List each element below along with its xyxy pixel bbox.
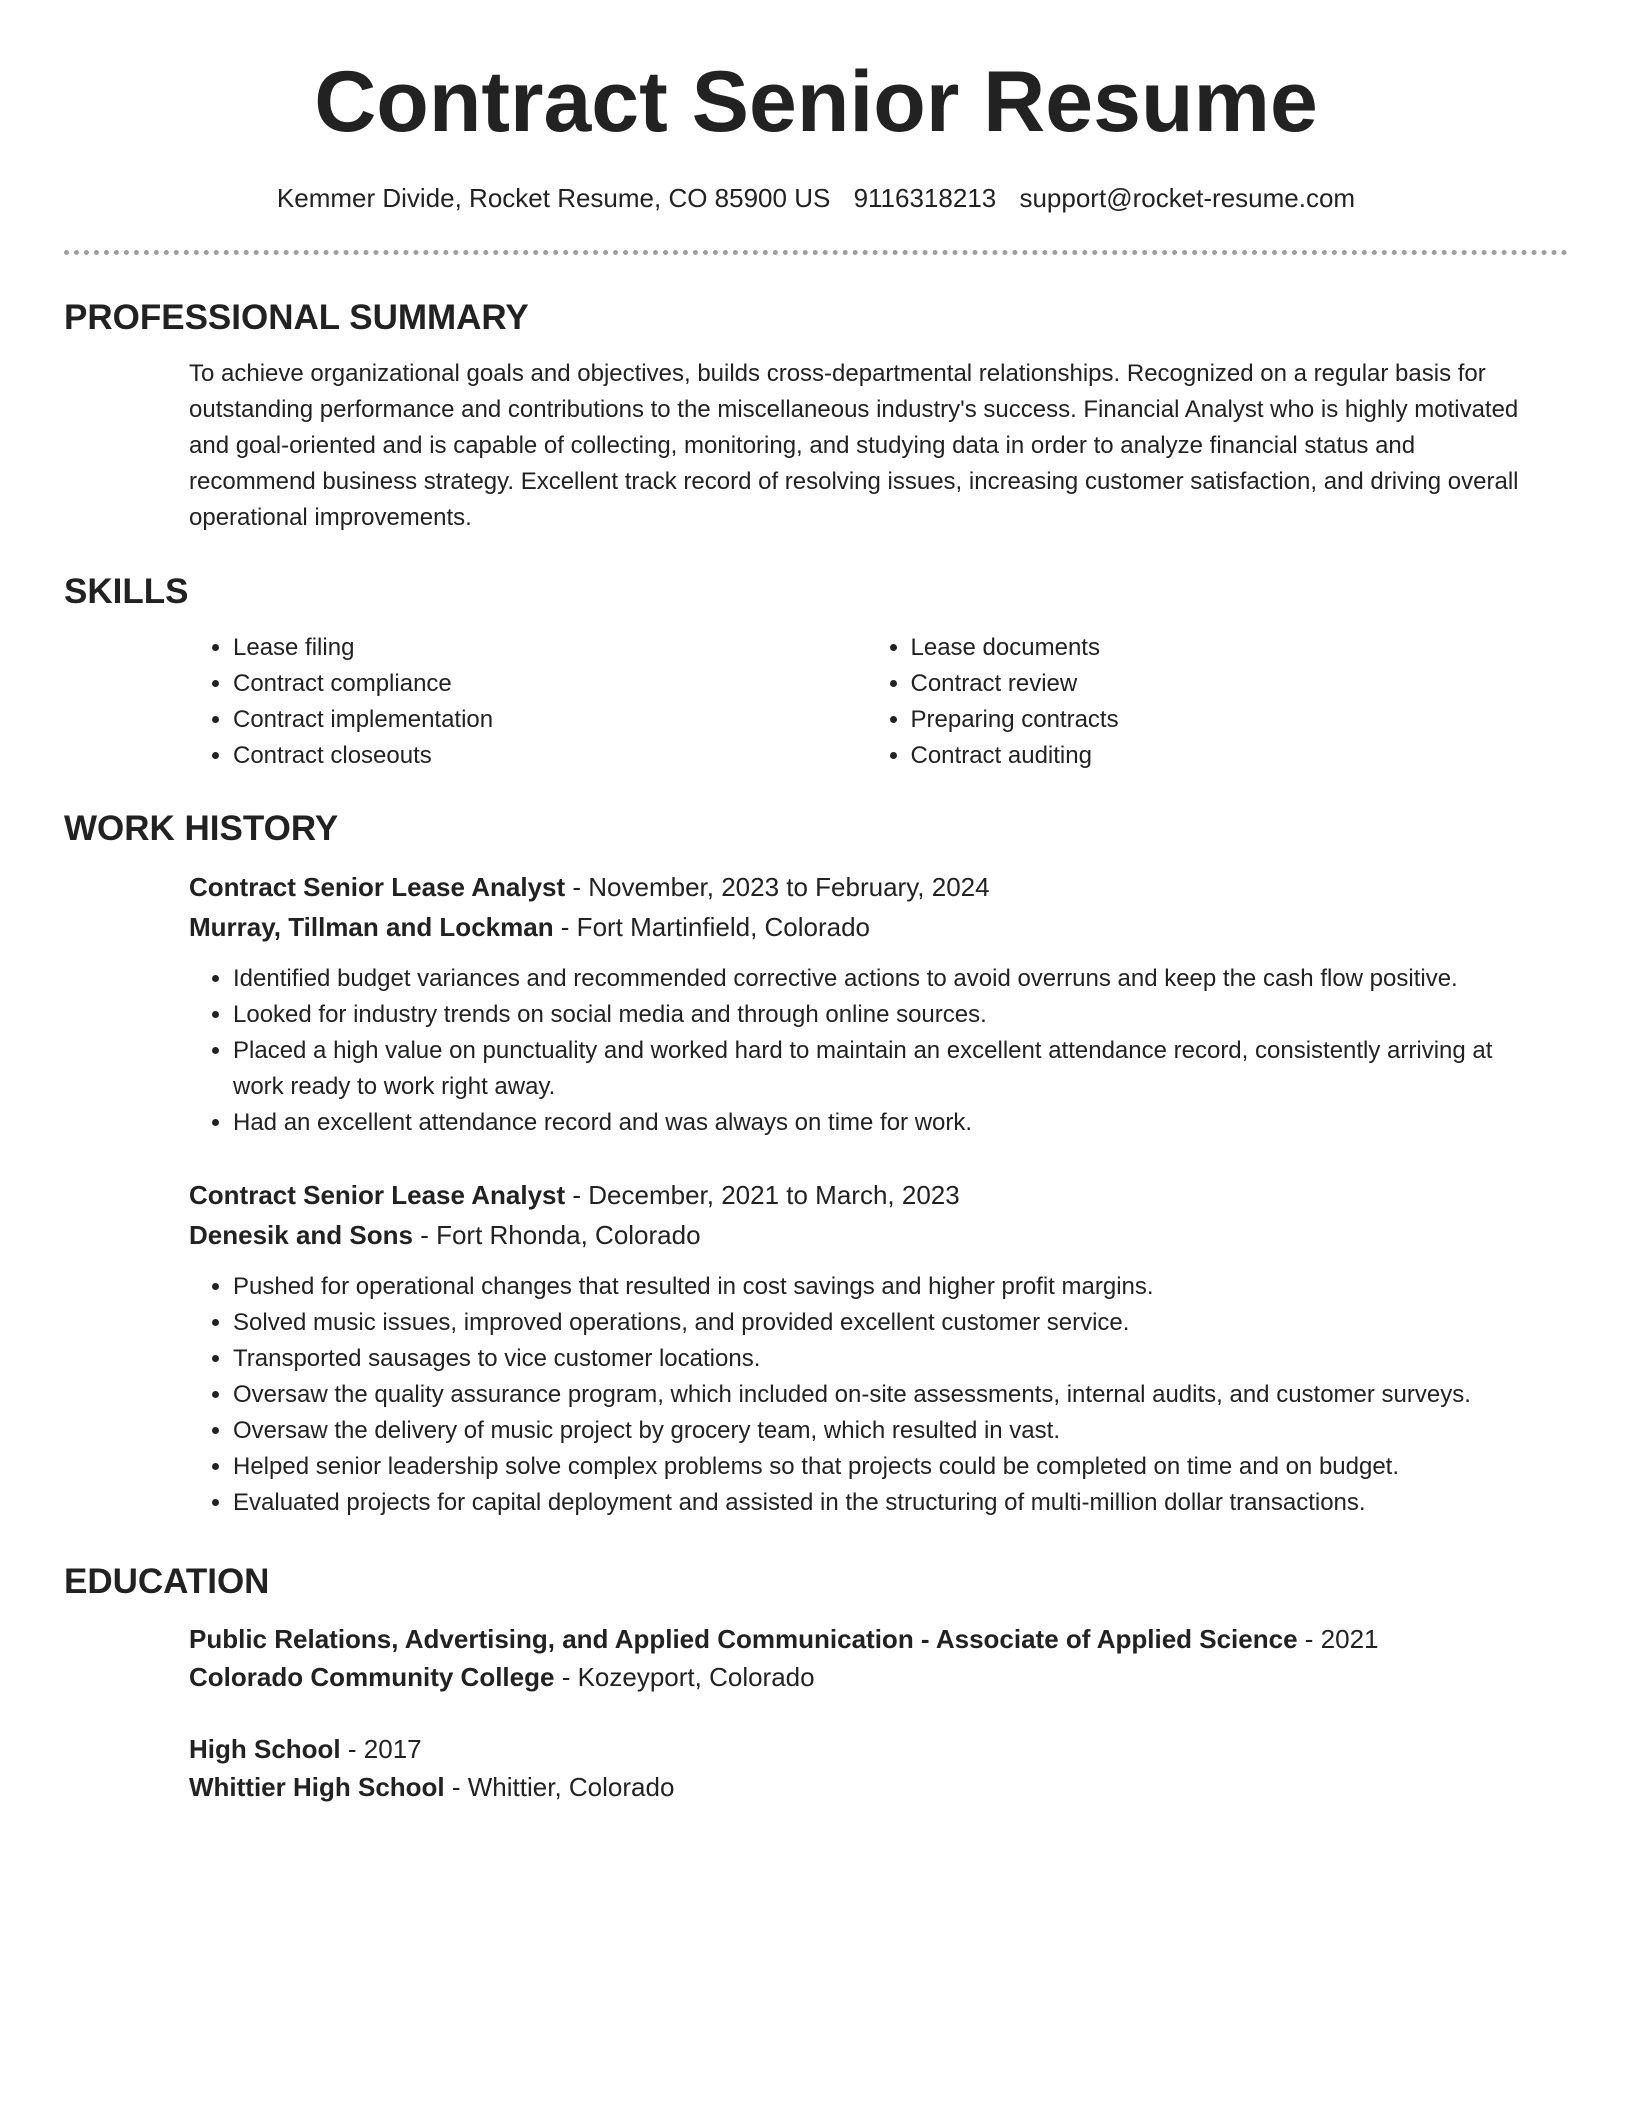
skills-heading: SKILLS [64, 572, 189, 611]
job-bullet: • Evaluated projects for capital deployment and assisted in the structuring of multi-million dollar transactions. [233, 1485, 1544, 1521]
job-bullets [189, 961, 1544, 1141]
job-bullet: • Identified budget variances and recommended corrective actions to avoid overruns and keep the cash flow positive. [233, 961, 1544, 997]
summary-heading: PROFESSIONAL SUMMARY [64, 298, 529, 337]
skill-item: • Lease filing [233, 630, 867, 666]
job-bullet: • Pushed for operational changes that resulted in cost savings and higher profit margins. [233, 1269, 1544, 1305]
education-degree: High School [189, 1734, 341, 1764]
education-entry [189, 1730, 1544, 1806]
skill-item: • Contract closeouts [233, 738, 867, 774]
education-degree: Public Relations, Advertising, and Applied Communication - Associate of Applied Science [189, 1624, 1298, 1654]
education-entry [189, 1620, 1544, 1696]
job-title-line [189, 1175, 1544, 1215]
work-history-section [64, 807, 1568, 1521]
summary-text: To achieve organizational goals and objectives, builds cross-departmental relationships. Recognized on a regular basis for outstanding performance and contributions to the miscellaneous industry's success. Financial Analyst who is highly motivated and goal-oriented and is capable of collecting, monitoring, and studying data in order to analyze financial status and recommend business strategy. Excellent track record of resolving issues, increasing customer satisfaction, and driving overall operational improvements. [189, 360, 1519, 531]
education-degree-line [189, 1730, 1544, 1768]
job-dates: - December, 2021 to March, 2023 [565, 1180, 960, 1210]
skill-item: • Contract compliance [233, 666, 867, 702]
education-heading: EDUCATION [64, 1562, 270, 1601]
job-company: Murray, Tillman and Lockman [189, 912, 554, 942]
job-bullet: • Had an excellent attendance record and was always on time for work. [233, 1105, 1544, 1141]
skill-item: • Contract auditing [911, 738, 1545, 774]
job-location: - Fort Rhonda, Colorado [412, 1220, 701, 1250]
job-bullet: • Solved music issues, improved operations, and provided excellent customer service. [233, 1305, 1544, 1341]
education-year: - 2021 [1297, 1624, 1379, 1654]
job-company-line [189, 907, 1544, 947]
education-year: - 2017 [340, 1734, 422, 1764]
skill-item: • Contract implementation [233, 702, 867, 738]
contact-address: Kemmer Divide, Rocket Resume, CO 85900 US [276, 183, 831, 213]
job-bullet: • Placed a high value on punctuality and worked hard to maintain an excellent attendance record, consistently arriving at work ready to work right away. [233, 1033, 1544, 1105]
skills-list-right [867, 630, 1545, 774]
skill-item: • Contract review [911, 666, 1545, 702]
job-title: Contract Senior Lease Analyst [189, 872, 566, 902]
education-school: Whittier High School [189, 1772, 445, 1802]
skills-section [64, 570, 1568, 774]
job-dates: - November, 2023 to February, 2024 [565, 872, 990, 902]
work-history-heading: WORK HISTORY [64, 809, 339, 848]
education-school-line [189, 1658, 1544, 1696]
job-company: Denesik and Sons [189, 1220, 413, 1250]
education-school: Colorado Community College [189, 1662, 555, 1692]
job-title: Contract Senior Lease Analyst [189, 1180, 566, 1210]
job-company-line [189, 1215, 1544, 1255]
education-section [64, 1560, 1568, 1806]
skill-item: • Lease documents [911, 630, 1545, 666]
summary-section [64, 296, 1568, 536]
skill-item: • Preparing contracts [911, 702, 1545, 738]
job-location: - Fort Martinfield, Colorado [553, 912, 871, 942]
contact-email: support@rocket-resume.com [1019, 183, 1356, 213]
contact-line [0, 180, 1632, 216]
job-bullet: • Looked for industry trends on social media and through online sources. [233, 997, 1544, 1033]
job-bullet: • Oversaw the quality assurance program, which included on-site assessments, internal audits, and customer surveys. [233, 1377, 1544, 1413]
education-school-line [189, 1768, 1544, 1806]
job-entry [189, 1175, 1544, 1521]
skills-list-left [189, 630, 867, 774]
job-entry [189, 867, 1544, 1141]
job-title-line [189, 867, 1544, 907]
education-degree-line [189, 1620, 1544, 1658]
job-bullets [189, 1269, 1544, 1521]
job-bullet: • Helped senior leadership solve complex problems so that projects could be completed on time and on budget. [233, 1449, 1544, 1485]
contact-phone: 9116318213 [853, 183, 997, 213]
header-divider [64, 250, 1568, 255]
job-bullet: • Oversaw the delivery of music project by grocery team, which resulted in vast. [233, 1413, 1544, 1449]
education-location: - Whittier, Colorado [444, 1772, 675, 1802]
resume-title: Contract Senior Resume [314, 54, 1318, 150]
job-bullet: • Transported sausages to vice customer locations. [233, 1341, 1544, 1377]
skills-grid [189, 630, 1544, 774]
education-location: - Kozeyport, Colorado [554, 1662, 815, 1692]
